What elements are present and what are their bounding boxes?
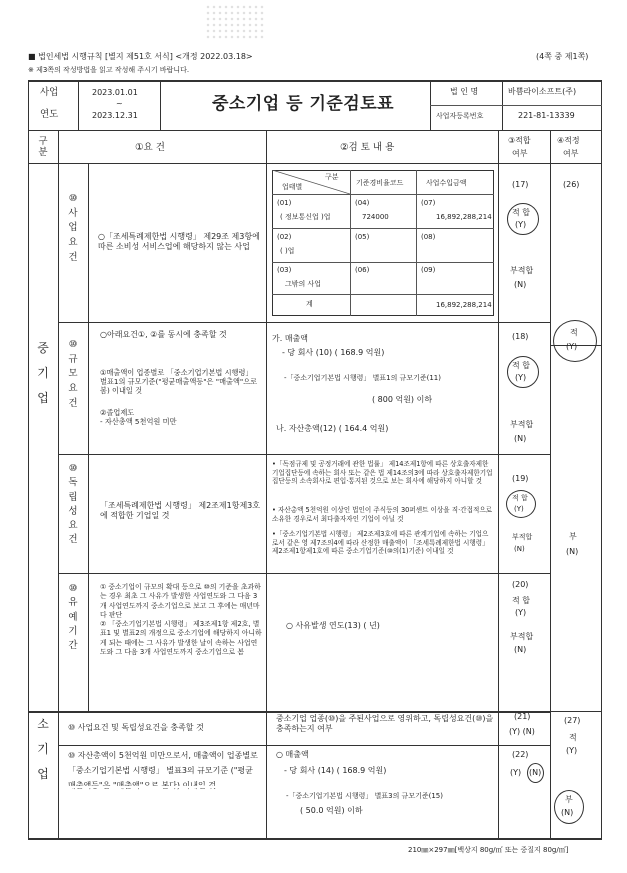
bt-row-2	[272, 262, 494, 263]
row6-merge-category	[29, 786, 58, 788]
row2-review-a: 가. 매출액	[272, 334, 308, 343]
row6-merge-fit	[499, 786, 550, 788]
sme-adequacy-no: 부	[569, 532, 577, 541]
cell-07: (07)	[421, 199, 436, 207]
row6-merge-review	[267, 786, 498, 788]
watermark-pattern	[205, 4, 265, 40]
row6-review-a1: - 당 회사 (14) ( 168.9 억원)	[284, 766, 387, 775]
cell-08: (08)	[421, 233, 436, 241]
row2-review-b: 나. 자산총액(12) ( 164.4 억원)	[276, 424, 389, 433]
period-end: 2023.12.31	[92, 111, 138, 120]
title-bottom-border	[28, 130, 602, 131]
row4-fit-yes-code: (Y)	[515, 608, 527, 617]
row1-fit-no-code: (N)	[514, 280, 527, 289]
bt-header-top: 구분	[325, 173, 339, 181]
row4-label: ⑩ 유 예 기 간	[68, 583, 78, 651]
row5-adequacy-yes: 적	[569, 733, 577, 742]
row1-fit-code: (17)	[512, 180, 529, 189]
column-fit-top: ③적합	[508, 136, 531, 145]
row3-bottom	[58, 573, 550, 574]
row4-fit-no-code: (N)	[514, 645, 527, 654]
row6-fit-code: (22)	[512, 750, 529, 759]
sme-adequacy-no-code: (N)	[566, 547, 579, 556]
column-header-bottom	[28, 163, 602, 164]
row2-req-intro: ○아래요건①, ②를 동시에 충족할 것	[100, 330, 227, 339]
row2-bottom	[58, 454, 550, 455]
row5-fit-code: (21)	[514, 712, 531, 721]
column-category: 구 분	[38, 136, 48, 159]
row2-fit-code: (18)	[512, 332, 529, 341]
instruction-note: ※ 제3쪽의 작성방법을 읽고 작성해 주시기 바랍니다.	[28, 66, 190, 74]
fiscal-divider	[78, 80, 79, 130]
period-divider	[160, 80, 161, 130]
section-small-label: 소 기 업	[37, 717, 49, 782]
period-separator: ~	[116, 99, 123, 108]
row1-label: ⑩ 사 업 요 건	[68, 193, 78, 263]
row6-fit-y: (Y)	[510, 768, 522, 777]
corp-name-value: 바쁨라이소프트(주)	[508, 87, 577, 96]
row2-review-a2: -「중소기업기본법 시행령」 별표1의 규모기준(11)	[284, 374, 441, 382]
row1-adequacy-code: (26)	[563, 180, 580, 189]
row5-review: 중소기업 업종(⑩)을 주된사업으로 영위하고, 독립성요건(⑩)을 충족하는지 여부	[276, 714, 494, 734]
row3-fit-yes: 적 합	[512, 494, 528, 502]
row3-fit-no-code: (N)	[514, 545, 525, 553]
cell-04: (04)	[355, 199, 370, 207]
col-divider-requirement	[266, 130, 267, 786]
row5-bottom	[58, 745, 550, 746]
col-requirement-ext	[266, 786, 267, 838]
column-adequacy-top: ④적정	[557, 136, 580, 145]
cell-02: (02)	[277, 233, 292, 241]
row3-fit-no: 부적합	[512, 533, 533, 541]
row3-fit-yes-code: (Y)	[514, 505, 524, 513]
row1-bottom	[58, 322, 550, 323]
row6-adequacy-no-code: (N)	[561, 808, 574, 817]
outer-right-ext	[601, 786, 602, 838]
sme-adequacy-yes: 적	[570, 328, 578, 337]
column-fit-bottom: 여부	[512, 149, 528, 158]
row6-review-a: ○ 매출액	[276, 750, 309, 759]
row5-adequacy-code: (27)	[564, 716, 581, 725]
row5-fit-yn: (Y) (N)	[509, 727, 535, 736]
bt-header-code: 기준경비율코드	[356, 179, 404, 187]
row2-fit-no-code: (N)	[514, 434, 527, 443]
row1-requirement: ○「조세특례제한법 시행령」 제29조 제3항에 따른 소비성 서비스업에 해당하지 않는 사업	[98, 232, 260, 252]
row4-fit-code: (20)	[512, 580, 529, 589]
row6-merge-req	[59, 786, 266, 788]
section-sme-label: 중 기 업	[37, 341, 49, 406]
total-label: 계	[306, 300, 313, 308]
row6-review-a3: ( 50.0 억원) 이하	[300, 806, 363, 815]
total-value: 16,892,288,214	[436, 301, 492, 309]
row1-fit-no: 부적합	[510, 266, 534, 275]
sub-label-divider	[88, 163, 89, 711]
row2-label: ⑩ 규 모 요 건	[68, 339, 78, 409]
bt-header-bottom: 업태별	[282, 183, 303, 191]
row2-req-1: ①매출액이 업종별로 「중소기업기본법 시행령」 별표1의 규모기준("평균매출액등"은 "매출액"으로봄) 이내일 것	[100, 368, 258, 396]
cell-01: (01)	[277, 199, 292, 207]
row2-review-a1: - 당 회사 (10) ( 168.9 억원)	[282, 348, 385, 357]
row3-label: ⑩ 독 립 성 요 건	[68, 463, 78, 546]
row6-requirement: ⑩ 자산총액이 5천억원 미만으로서, 매출액이 업종별로 「중소기업기본법 시행령」 별표3의 규모기준 ("평균	[68, 751, 258, 776]
adequacy-split-bottom	[550, 711, 602, 712]
col-divider-review	[498, 130, 499, 786]
sme-adequacy-circle	[553, 320, 597, 362]
column-review: ②검 토 내 용	[340, 142, 395, 153]
bt-row-1	[272, 228, 494, 229]
row6-review-a2: -「중소기업기본법 시행령」 별표3의 규모기준(15)	[286, 792, 443, 800]
row4-fit-no: 부적합	[510, 632, 534, 641]
col-fit-ext	[550, 786, 551, 838]
row2-fit-yes-code: (Y)	[515, 373, 527, 382]
cell-09: (09)	[421, 266, 436, 274]
sme-section-bottom	[28, 711, 550, 713]
column-requirement: ①요 건	[135, 142, 165, 153]
row5-adequacy-yes-code: (Y)	[566, 746, 578, 755]
row1-fit-yes-code: (Y)	[515, 220, 527, 229]
cell-06: (06)	[355, 266, 370, 274]
row6-adequacy-no: 부	[565, 795, 573, 804]
paper-spec: 210㎜×297㎜[백상지 80g/㎡ 또는 중질지 80g/㎡]	[408, 846, 569, 854]
row3-fit-code: (19)	[512, 474, 529, 483]
row4-review: ○ 사유발생 연도(13) ( 년)	[286, 621, 380, 630]
cell-05: (05)	[355, 233, 370, 241]
biz-reg-label: 사업자등록번호	[436, 112, 484, 120]
sme-adequacy-yes-code: (Y)	[566, 342, 578, 351]
row5-requirement: ⑩ 사업요건 및 독립성요건을 충족할 것	[68, 723, 204, 732]
row2-req-2: ②졸업제도 - 자산총액 5천억원 미만	[100, 408, 177, 427]
biz-reg-value: 221-81-13339	[518, 111, 575, 120]
col-review-ext	[498, 786, 499, 838]
cell-03: (03)	[277, 266, 292, 274]
corp-row-divider	[430, 105, 602, 106]
row3-review-1: •「독점규제 및 공정거래에 관한 법률」 제14조제1항에 따른 상호출자제한기업집단등에 속하는 회사 또는 같은 법 제14조의3에 따라 상호출자제한기업집단등의 소속회사로 편입·통지된 것으로 보는 회사에 해당하지 아니할 것	[272, 460, 493, 486]
row3-review-3: •「중소기업기본법 시행령」 제2조제3호에 따른 관계기업에 속하는 기업으로서 같은 영 제7조의4에 따라 산정한 매출액이 「조세특례제한법 시행령」 제2조제1항제1호에 따른 중소기업기준(⑩의(1)기준) 이내일 것	[272, 530, 489, 556]
legal-basis: ■ 법인세법 시행규칙 [별지 제51호 서식] <개정 2022.03.18>	[28, 52, 253, 61]
row2-fit-no: 부적합	[510, 420, 534, 429]
row2-fit-yes: 적 합	[512, 361, 530, 370]
row4-fit-yes: 적 합	[512, 596, 530, 605]
cell-04-value: 724000	[362, 213, 389, 221]
row1-fit-yes: 적 합	[512, 208, 530, 217]
bt-row-0	[272, 194, 494, 195]
final-bottom-border	[28, 838, 602, 840]
cell-01-name: ( 정보통신업 )업	[280, 213, 331, 221]
row3-requirement: 「조세특례제한법 시행령」 제2조제1항제3호에 적합한 기업일 것	[100, 501, 261, 521]
column-adequacy-bottom: 여부	[563, 149, 579, 158]
bt-row-3	[272, 294, 494, 295]
outer-left-border	[28, 80, 29, 786]
fiscal-label-2: 연도	[40, 109, 59, 120]
period-start: 2023.01.01	[92, 88, 138, 97]
cell-07-value: 16,892,288,214	[436, 213, 492, 221]
cell-03-name: 그밖의 사업	[285, 280, 322, 288]
row4-requirement: ① 중소기업이 규모의 확대 등으로 ⑩의 기준을 초과하는 경우 최초 그 사유가 발생한 사업연도와 그 다음 3개 사업연도까지 중소기업으로 보고 그 후에는 매년마다 판단 ② 「중소기업기본법 시행령」 제3조제1항 제2호, 별표1 및 별표2의 개정으로 중소기업에 해당하지 아니하게 되는 때에는 그 사유가 발생한 날이 속하는 사업연도와 그 다음 3개 사업연도까지 중소기업으로 봄	[100, 583, 262, 656]
col-divider-fit	[550, 130, 551, 786]
page-info: (4쪽 중 제1쪽)	[536, 52, 589, 61]
form-title: 중소기업 등 기준검토표	[212, 94, 395, 114]
outer-right-border	[601, 80, 602, 786]
row2-review-a3: ( 800 억원) 이하	[372, 395, 433, 404]
cell-02-name: ( )업	[280, 247, 295, 255]
top-border	[28, 80, 602, 82]
corp-name-label: 법 인 명	[450, 87, 479, 96]
row6-merge-adequacy	[551, 786, 601, 788]
row6-fit-n: (N)	[529, 768, 542, 777]
fiscal-label-1: 사업	[40, 87, 59, 98]
bt-header-revenue: 사업수입금액	[426, 179, 467, 187]
row3-review-2: • 자산총액 5천억원 이상인 법인이 주식등의 30퍼센트 이상을 직·간접적으로 소유한 경우로서 최다출자자인 기업이 아닐 것	[272, 506, 493, 523]
col-category-ext	[58, 786, 59, 838]
outer-left-ext	[28, 786, 29, 838]
